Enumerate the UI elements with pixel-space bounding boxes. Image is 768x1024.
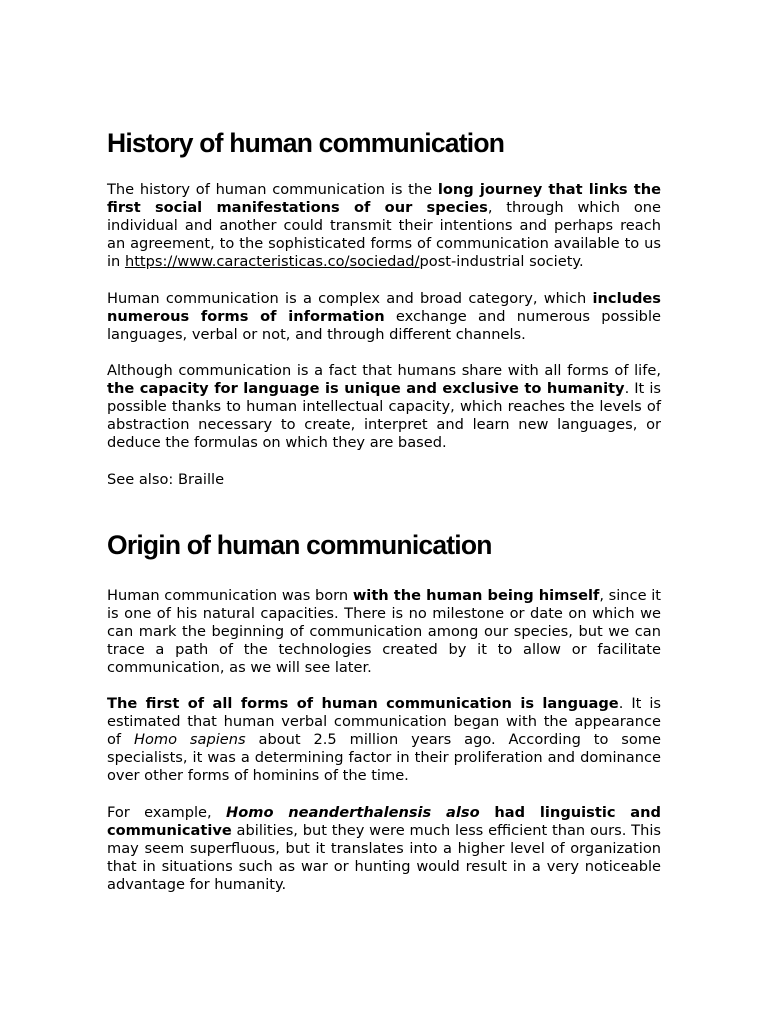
text-run: The history of human communication is the xyxy=(107,181,438,198)
bold-text: with the human being himself xyxy=(352,587,600,604)
text-run: Human communication is a complex and broad category, which xyxy=(107,290,593,307)
paragraph-language-capacity xyxy=(107,362,661,452)
section-title-history: History of human communication xyxy=(107,128,505,158)
bold-text: long journey that links the first social manifestations of our species xyxy=(107,181,661,217)
bold-text: the capacity for language is unique and exclusive to humanity xyxy=(107,380,625,398)
text-run: post-industrial society. xyxy=(419,253,584,271)
section-title-origin: Origin of human communication xyxy=(107,530,492,560)
sociedad-link[interactable]: https://www.caracteristicas.co/sociedad/ xyxy=(124,253,420,271)
paragraph-neanderthal-example xyxy=(107,804,661,894)
italic-text: Homo sapiens xyxy=(133,731,246,749)
text-run: Human communication was born xyxy=(107,587,353,604)
text-run: , through which one individual and another could transmit their intentions and perhaps reach an agreement, to the sophisticated forms of communication available to us in xyxy=(107,199,661,271)
text-run: about 2.5 million years ago. According to some specialists, it was a determining factor in their proliferation and dominance over other forms of hominins of the time. xyxy=(107,731,661,785)
text-run: , since it is one of his natural capacities. There is no milestone or date on which we can mark the beginning of communication among our species, but we can trace a path of the technologies created by it to allow or facilitate communication, as we will see later. xyxy=(107,587,661,677)
bold-text: The first of all forms of human communication is language xyxy=(107,695,619,712)
bold-text: includes numerous forms of information xyxy=(107,290,661,326)
text-run: For example, xyxy=(107,804,226,821)
paragraph-history-intro xyxy=(107,181,661,271)
bold-text: had linguistic and communicative xyxy=(107,804,661,840)
see-also-line: See also: Braille xyxy=(107,471,225,488)
text-run: . It is estimated that human verbal communication began with the appearance of xyxy=(107,695,661,749)
text-run: exchange and numerous possible languages, verbal or not, and through different channels. xyxy=(107,308,661,344)
paragraph-first-language xyxy=(107,695,661,785)
paragraph-communication-category xyxy=(107,290,661,344)
text-run: . It is possible thanks to human intellectual capacity, which reaches the levels of abstraction necessary to create, interpret and learn new languages, or deduce the formulas on which they are based. xyxy=(107,380,661,452)
italic-text: Homo neanderthalensis also xyxy=(226,804,480,821)
text-run: Although communication is a fact that humans share with all forms of life, xyxy=(107,362,661,379)
paragraph-origin-intro xyxy=(107,587,661,677)
text-run: abilities, but they were much less efficient than ours. This may seem superfluous, but it translates into a higher level of organization that in situations such as war or hunting would result in a very noticeable advantage for humanity. xyxy=(107,822,661,894)
bold-italic-text xyxy=(226,804,480,821)
